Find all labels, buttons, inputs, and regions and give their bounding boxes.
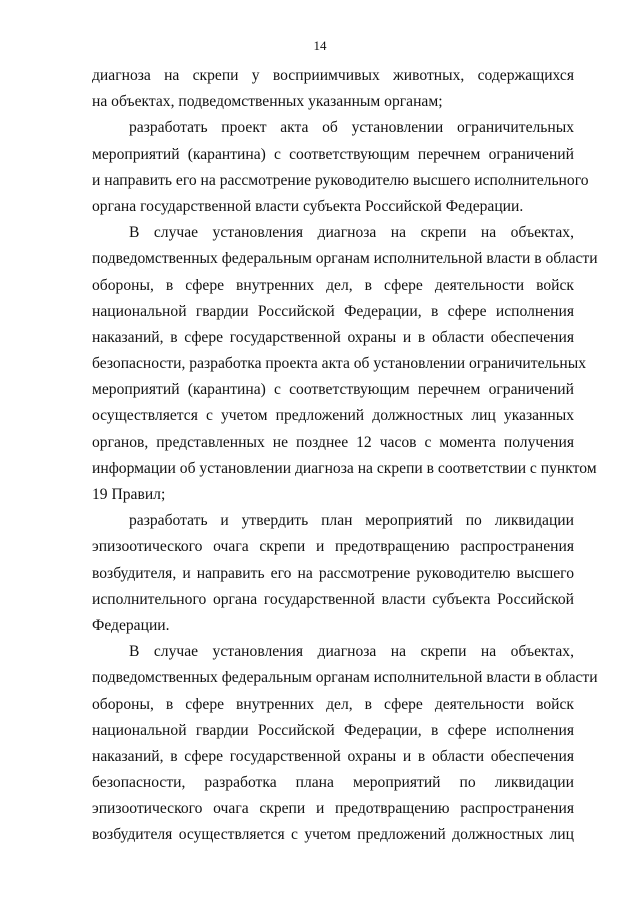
text-line: на объектах, подведомственных указанным органам; [92,93,443,111]
text-line: национальной гвардии Российской Федерации, в сфере исполнения [92,302,574,320]
text-line: органа государственной власти субъекта Российской Федерации. [92,197,524,215]
text-line: и направить его на рассмотрение руководителю высшего исполнительного [92,171,589,189]
text-line: обороны, в сфере внутренних дел, в сфере деятельности войск [92,276,574,294]
text-line: разработать проект акта об установлении ограничительных [129,119,574,137]
text-line: эпизоотического очага скрепи и предотвращению распространения [92,800,574,818]
text-line: информации об установлении диагноза на скрепи в соответствии с пунктом [92,459,597,477]
text-line: мероприятий (карантина) с соответствующим перечнем ограничений [92,145,574,163]
text-line: обороны, в сфере внутренних дел, в сфере деятельности войск [92,695,574,713]
text-line: возбудителя, и направить его на рассмотрение руководителю высшего [92,564,574,582]
text-line: наказаний, в сфере государственной охраны и в области обеспечения [92,328,574,346]
page-number: 14 [313,38,327,53]
text-line: подведомственных федеральным органам исполнительной власти в области [92,250,598,268]
text-line: безопасности, разработка плана мероприятий по ликвидации [92,774,574,792]
text-line: исполнительного органа государственной власти субъекта Российской [92,590,574,608]
text-line: органов, представленных не позднее 12 часов с момента получения [92,433,574,451]
text-line: эпизоотического очага скрепи и предотвращению распространения [92,538,574,556]
text-line: наказаний, в сфере государственной охраны и в области обеспечения [92,747,574,765]
text-line: подведомственных федеральным органам исполнительной власти в области [92,669,598,687]
text-line: осуществляется с учетом предложений должностных лиц указанных [92,407,574,425]
text-line: Федерации. [92,616,170,634]
text-line: безопасности, разработка проекта акта об установлении ограничительных [92,355,587,373]
text-line: мероприятий (карантина) с соответствующим перечнем ограничений [92,381,574,399]
text-line: В случае установления диагноза на скрепи на объектах, [129,643,574,661]
document-body [92,63,598,849]
text-line: разработать и утвердить план мероприятий по ликвидации [129,512,574,530]
text-line: 19 Правил; [92,486,166,503]
text-line: диагноза на скрепи у восприимчивых животных, содержащихся [92,67,574,84]
text-line: национальной гвардии Российской Федерации, в сфере исполнения [92,721,574,739]
text-line: возбудителя осуществляется с учетом предложений должностных лиц [92,826,574,844]
text-line: В случае установления диагноза на скрепи на объектах, [129,224,574,242]
